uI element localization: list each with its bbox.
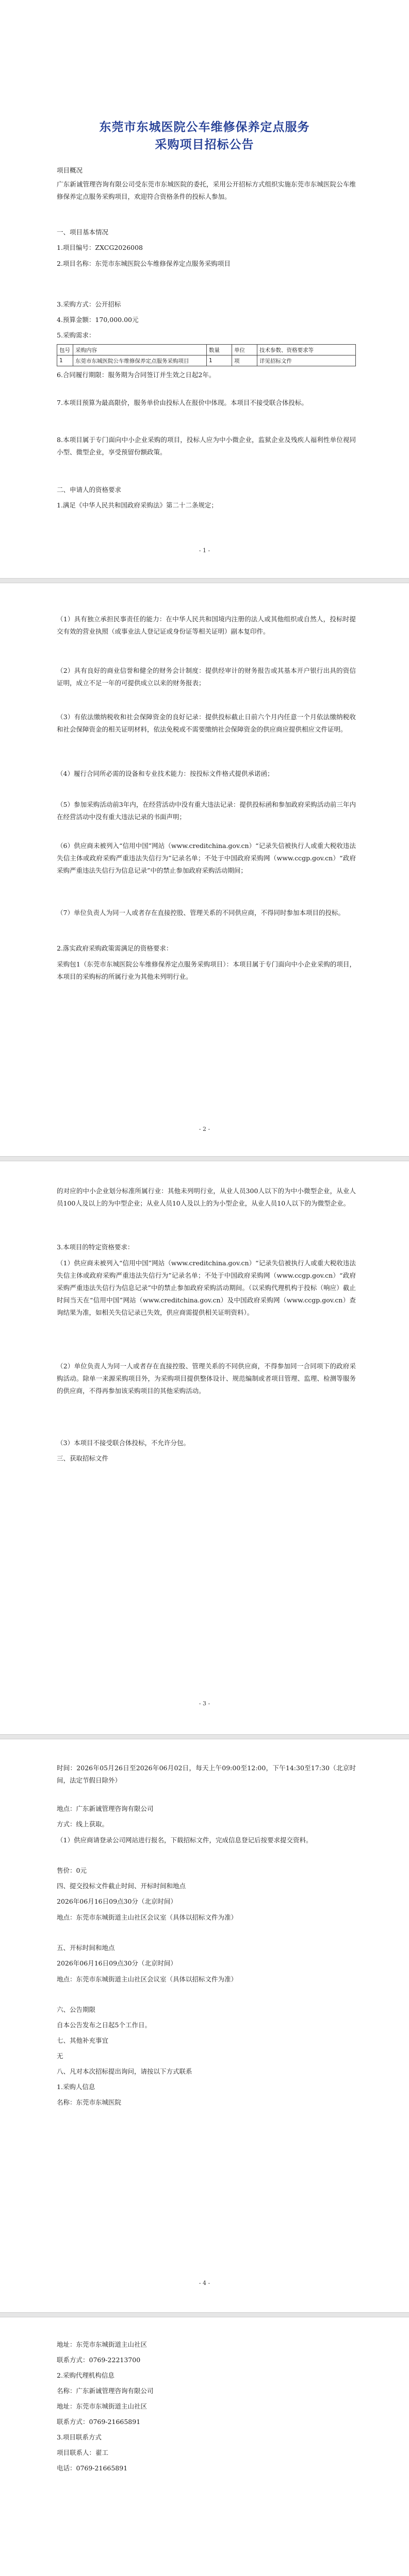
contract-period: 6.合同履行期限：服务期为合同签订并生效之日起2年。 — [57, 371, 216, 379]
project-contact-title: 3.项目联系方式 — [57, 2433, 102, 2441]
section-heading: 二、申请人的资格要求 — [57, 486, 122, 494]
item-project-name: 2.项目名称：东莞市东城医院公车维修保养定点服务采购项目 — [57, 260, 231, 267]
page-number: - 3 - — [199, 1700, 210, 1707]
agent-contact: 联系方式：0769-21665891 — [57, 2418, 141, 2426]
acquisition-method: 方式：线上获取。 — [57, 1820, 109, 1828]
page-divider — [0, 578, 409, 583]
agent-name: 名称：广东新诚管理咨询有限公司 — [57, 2387, 154, 2395]
requirement-paragraph: （1）供应商未被列入“信用中国”网站（www.creditchina.gov.cn）“记录失信被执行人或重大税收违法失信主体或政府采购严重违法失信行为”记录名单；不处于中国政府采购网（www.ccgp.gov.cn）“政府采购严重违法失信行为信息记录”中的禁止参加政府采购活动期间。（以采购代理机构于投标（响应）截止时间当天在“信用中国”网站（www.creditchina.gov.cn）及中国政府采购网（www.ccgp.gov.cn）查询结果为准，如相关失信记录已失效，供应商需提供相关证明资料）。 — [57, 1259, 356, 1316]
agent-address: 地址：东莞市东城街道主山社区 — [57, 2402, 148, 2410]
agent-info-title: 2.采购代理机构信息 — [57, 2371, 114, 2379]
doc-title-line1: 东莞市东城医院公车维修保养定点服务 — [99, 121, 310, 134]
project-contact-person: 项目联系人：翟工 — [57, 2449, 109, 2456]
table-row — [57, 355, 356, 366]
requirement-paragraph: （2）具有良好的商业信誉和健全的财务会计制度：提供经审计的财务报告或其基本开户银行出具的资信证明，成立不足一年的可提供成立以来的财务报表； — [57, 667, 356, 687]
table-cell: 1 — [57, 355, 73, 366]
overview-paragraph: 广东新诚管理咨询有限公司受东莞市东城医院的委托，采用公开招标方式组织实施东莞市东城医院公车维修保养定点服务采购项目，欢迎符合资格条件的投标人参加。 — [57, 180, 356, 200]
section-heading: 四、提交投标文件截止时间、开标时间和地点 — [57, 1882, 186, 1890]
page-divider — [0, 1734, 409, 1739]
project-contact-phone: 电话：0769-21665891 — [57, 2464, 128, 2472]
section-heading: 七、其他补充事宜 — [57, 2037, 109, 2044]
table-header-cell: 技术参数、资格要求等 — [257, 345, 356, 355]
requirement-item: （3）本项目不接受联合体投标，不允许分包。 — [57, 1439, 190, 1447]
page-divider — [0, 2312, 409, 2317]
buyer-info-title: 1.采购人信息 — [57, 2083, 95, 2091]
submission-place: 地点：东莞市东城街道主山社区会议室（具体以招标文件为准） — [57, 1913, 238, 1921]
section-heading: 六、公告期限 — [57, 2006, 96, 2013]
requirement-paragraph: 的对应的中小企业划分标准所属行业：其他未列明行业，从业人员300人以下的为中小微型企业，从业人员100人及以上的为中型企业；从业人员10人及以上的为小型企业，从业人员10人以下的为微型企业。 — [57, 1187, 356, 1207]
document-price: 售价：0元 — [57, 1867, 87, 1874]
doc-title-line2: 采购项目招标公告 — [155, 138, 254, 151]
page-divider — [0, 1156, 409, 1161]
table-header-cell: 采购内容 — [73, 345, 207, 355]
buyer-address: 地址：东莞市东城街道主山社区 — [57, 2341, 148, 2348]
requirement-paragraph: （7）单位负责人为同一人或者存在直接控股、管理关系的不同供应商，不得同时参加本项目的投标。 — [57, 909, 345, 917]
submission-deadline: 2026年06月16日09点30分（北京时间） — [57, 1897, 177, 1905]
item-project-number: 1.项目编号：ZXCG2026008 — [57, 244, 143, 251]
acquisition-time: 时间：2026年05月26日至2026年06月02日，每天上午09:00至12:00，下午14:30至17:30（北京时间，法定节假日除外） — [57, 1764, 356, 1784]
page-number: - 2 - — [199, 1126, 210, 1132]
buyer-name: 名称：东莞市东城医院 — [57, 2098, 122, 2106]
announcement-period: 自本公告发布之日起5个工作日。 — [57, 2021, 151, 2029]
requirement-paragraph: （2）单位负责人为同一人或者存在直接控股、管理关系的不同供应商，不得参加同一合同项下的政府采购活动。除单一来源采购项目外，为采购项目提供整体设计、规范编制或者项目管理、监理、检测等服务的供应商，不得再参加该采购项目的其他采购活动。 — [57, 1362, 356, 1395]
page-number: - 4 - — [199, 2280, 210, 2286]
table-header-cell: 数量 — [207, 345, 232, 355]
item-requirements: 5.采购需求： — [57, 331, 95, 339]
table-header-cell: 单位 — [232, 345, 257, 355]
section-heading: 八、凡对本次招标提出询问，请按以下方式联系 — [57, 2067, 192, 2075]
page-number: - 1 - — [199, 547, 210, 554]
opening-time: 2026年06月16日09点30分（北京时间） — [57, 1959, 177, 1967]
item-budget: 4.预算金额：170,000.00元 — [57, 316, 139, 324]
other-notes: 无 — [57, 2052, 63, 2060]
requirements-table — [57, 344, 356, 366]
section-heading: 三、获取招标文件 — [57, 1454, 109, 1462]
requirement-paragraph: （5）参加采购活动前3年内，在经营活动中没有重大违法记录：提供投标函和参加政府采购活动前三年内在经营活动中没有重大违法记录的书面声明； — [57, 801, 356, 821]
table-cell: 东莞市东城医院公车维修保养定点服务采购项目 — [73, 355, 207, 366]
acquisition-method-detail: （1）供应商请登录公司网站进行报名，下载招标文件，完成信息登记后按要求提交资料。 — [57, 1836, 313, 1844]
table-header-cell: 包号 — [57, 345, 73, 355]
table-cell: 详见招标文件 — [257, 355, 356, 366]
buyer-contact: 联系方式：0769-22213700 — [57, 2356, 141, 2364]
item-procurement-method: 3.采购方式：公开招标 — [57, 300, 121, 308]
section-heading: 一、项目基本情况 — [57, 228, 109, 236]
section-heading: 五、开标时间和地点 — [57, 1944, 115, 1952]
budget-note: 7.本项目预算为最高限价，服务单价由投标人在报价中体现。本项目不接受联合体投标。 — [57, 399, 308, 406]
requirement-item: 2.落实政府采购政策需满足的资格要求： — [57, 944, 173, 952]
requirement-item: 1.满足《中华人民共和国政府采购法》第二十二条规定； — [57, 501, 218, 509]
opening-place: 地点：东莞市东城街道主山社区会议室（具体以招标文件为准） — [57, 1975, 238, 1983]
acquisition-place: 地点：广东新诚管理咨询有限公司 — [57, 1805, 154, 1812]
requirement-paragraph: （3）有依法缴纳税收和社会保障资金的良好记录：提供投标截止日前六个月内任意一个月依法缴纳税收和社会保障资金的相关证明材料，依法免税或不需要缴纳社会保障资金的供应商应提供相应文件证明。 — [57, 713, 356, 733]
requirement-paragraph: （1）具有独立承担民事责任的能力：在中华人民共和国境内注册的法人或其他组织或自然人，投标时提交有效的营业执照（或事业法人登记证或身份证等相关证明）副本复印件。 — [57, 615, 356, 635]
sme-note: 8.本项目属于专门面向中小企业采购的项目，投标人应为中小微企业，监狱企业及残疾人福利性单位视同小型、微型企业，享受预留份额政策。 — [57, 436, 356, 456]
section-overview: 项目概况 — [57, 166, 83, 174]
table-cell: 项 — [232, 355, 257, 366]
requirement-paragraph: （4）履行合同所必需的设备和专业技术能力：按投标文件格式提供承诺函； — [57, 770, 274, 777]
table-header-row — [57, 345, 356, 355]
requirement-item: 3.本项目的特定资格要求： — [57, 1243, 134, 1251]
table-cell: 1 — [207, 355, 232, 366]
requirement-paragraph: 采购包1（东莞市东城医院公车维修保养定点服务采购项目）：本项目属于专门面向中小企业采购的项目，本项目的采购标的所属行业为其他未列明行业。 — [57, 960, 356, 980]
requirement-paragraph: （6）供应商未被列入“信用中国”网站（www.creditchina.gov.cn）“记录失信被执行人或重大税收违法失信主体或政府采购严重违法失信行为”记录名单；不处于中国政府采购网（www.ccgp.gov.cn）“政府采购严重违法失信行为信息记录”中的禁止参加政府采购活动期间； — [57, 842, 356, 874]
